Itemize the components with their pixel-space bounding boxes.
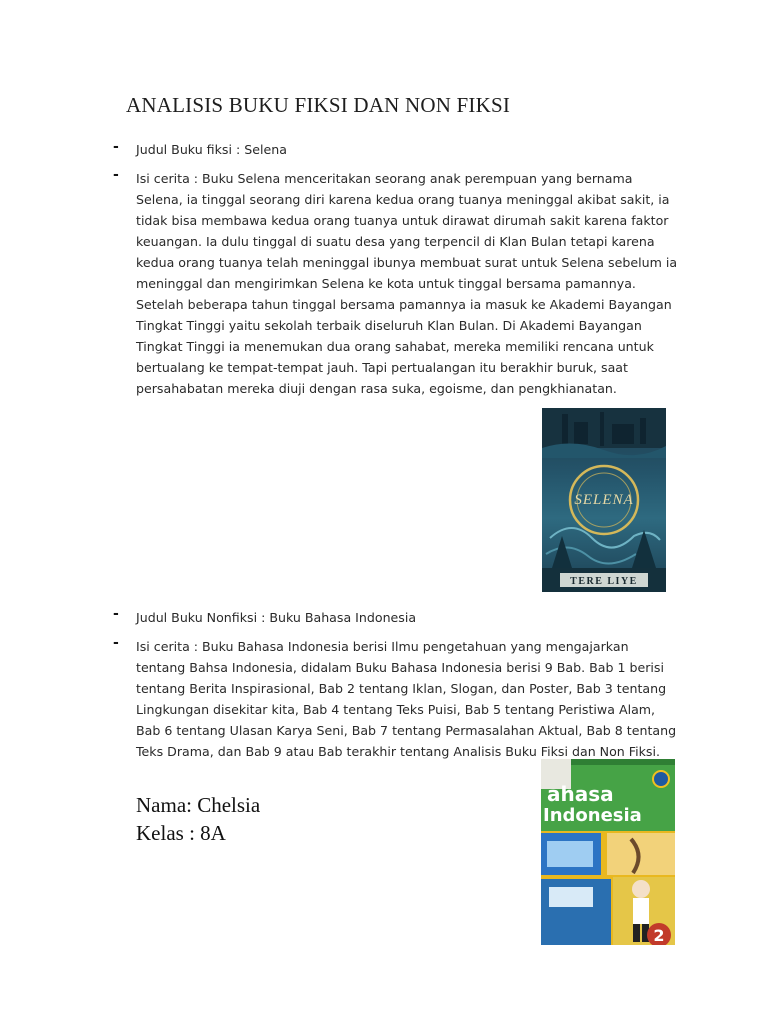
- selena-book-cover: [542, 408, 666, 592]
- student-name: Nama: Chelsia: [136, 793, 261, 817]
- bahasa-cover-line2: Indonesia: [543, 805, 642, 826]
- bullet-dash: -: [113, 635, 119, 651]
- fiksi-judul: Judul Buku fiksi : Selena: [136, 142, 287, 157]
- fiksi-isi: Isi cerita : Buku Selena menceritakan seorang anak perempuan yang bernama Selena, ia tinggal seorang diri karena kedua orang tuanya meninggal akibat sakit, ia tidak bisa membawa kedua orang tuanya untuk dirawat dirumah sakit karena faktor keuangan. Ia dulu tinggal di suatu desa yang terpencil di Klan Bulan tetapi karena kedua orang tuanya telah meninggal ibunya membuat surat untuk Selena sebelum ia meninggal dan mengirimkan Selena ke kota untuk tinggal bersama pamannya. Setelah beberapa tahun tinggal bersama pamannya ia masuk ke Akademi Bayangan Tingkat Tinggi yaitu sekolah terbaik diseluruh Klan Bulan. Di Akademi Bayangan Tingkat Tinggi ia menemukan dua orang sahabat, mereka memiliki rencana untuk bertualang ke tempat-tempat jauh. Tapi pertualangan itu berakhir buruk, saat persahabatan mereka diuji dengan rasa suka, egoisme, dan pengkhianatan.: [136, 171, 678, 396]
- selena-cover-author: TERE LIYE: [570, 576, 638, 587]
- bahasa-cover-line1: ahasa: [547, 782, 614, 806]
- bullet-dash: -: [113, 139, 119, 155]
- selena-cover-art: [542, 408, 666, 592]
- nonfiksi-judul: Judul Buku Nonfiksi : Buku Bahasa Indonesia: [136, 610, 417, 625]
- bahasa-cover-art: [541, 759, 675, 945]
- bahasa-indonesia-book-cover: [541, 759, 675, 945]
- bullet-dash: -: [113, 606, 119, 622]
- nonfiksi-isi: Isi cerita : Buku Bahasa Indonesia berisi Ilmu pengetahuan yang mengajarkan tentang Bahsa Indonesia, didalam Buku Bahasa Indonesia berisi 9 Bab. Bab 1 berisi tentang Berita Inspirasional, Bab 2 tentang Iklan, Slogan, dan Poster, Bab 3 tentang Lingkungan disekitar kita, Bab 4 tentang Teks Puisi, Bab 5 tentang Peristiwa Alam, Bab 6 tentang Ulasan Karya Seni, Bab 7 tentang Permasalahan Aktual, Bab 8 tentang Teks Drama, dan Bab 9 atau Bab terakhir tentang Analisis Buku Fiksi dan Non Fiksi.: [136, 639, 677, 759]
- student-class: Kelas : 8A: [136, 821, 226, 845]
- document-title: ANALISIS BUKU FIKSI DAN NON FIKSI: [126, 93, 511, 117]
- selena-cover-title: SELENA: [574, 492, 634, 508]
- bullet-dash: -: [113, 167, 119, 183]
- bahasa-cover-number: 2: [653, 926, 665, 945]
